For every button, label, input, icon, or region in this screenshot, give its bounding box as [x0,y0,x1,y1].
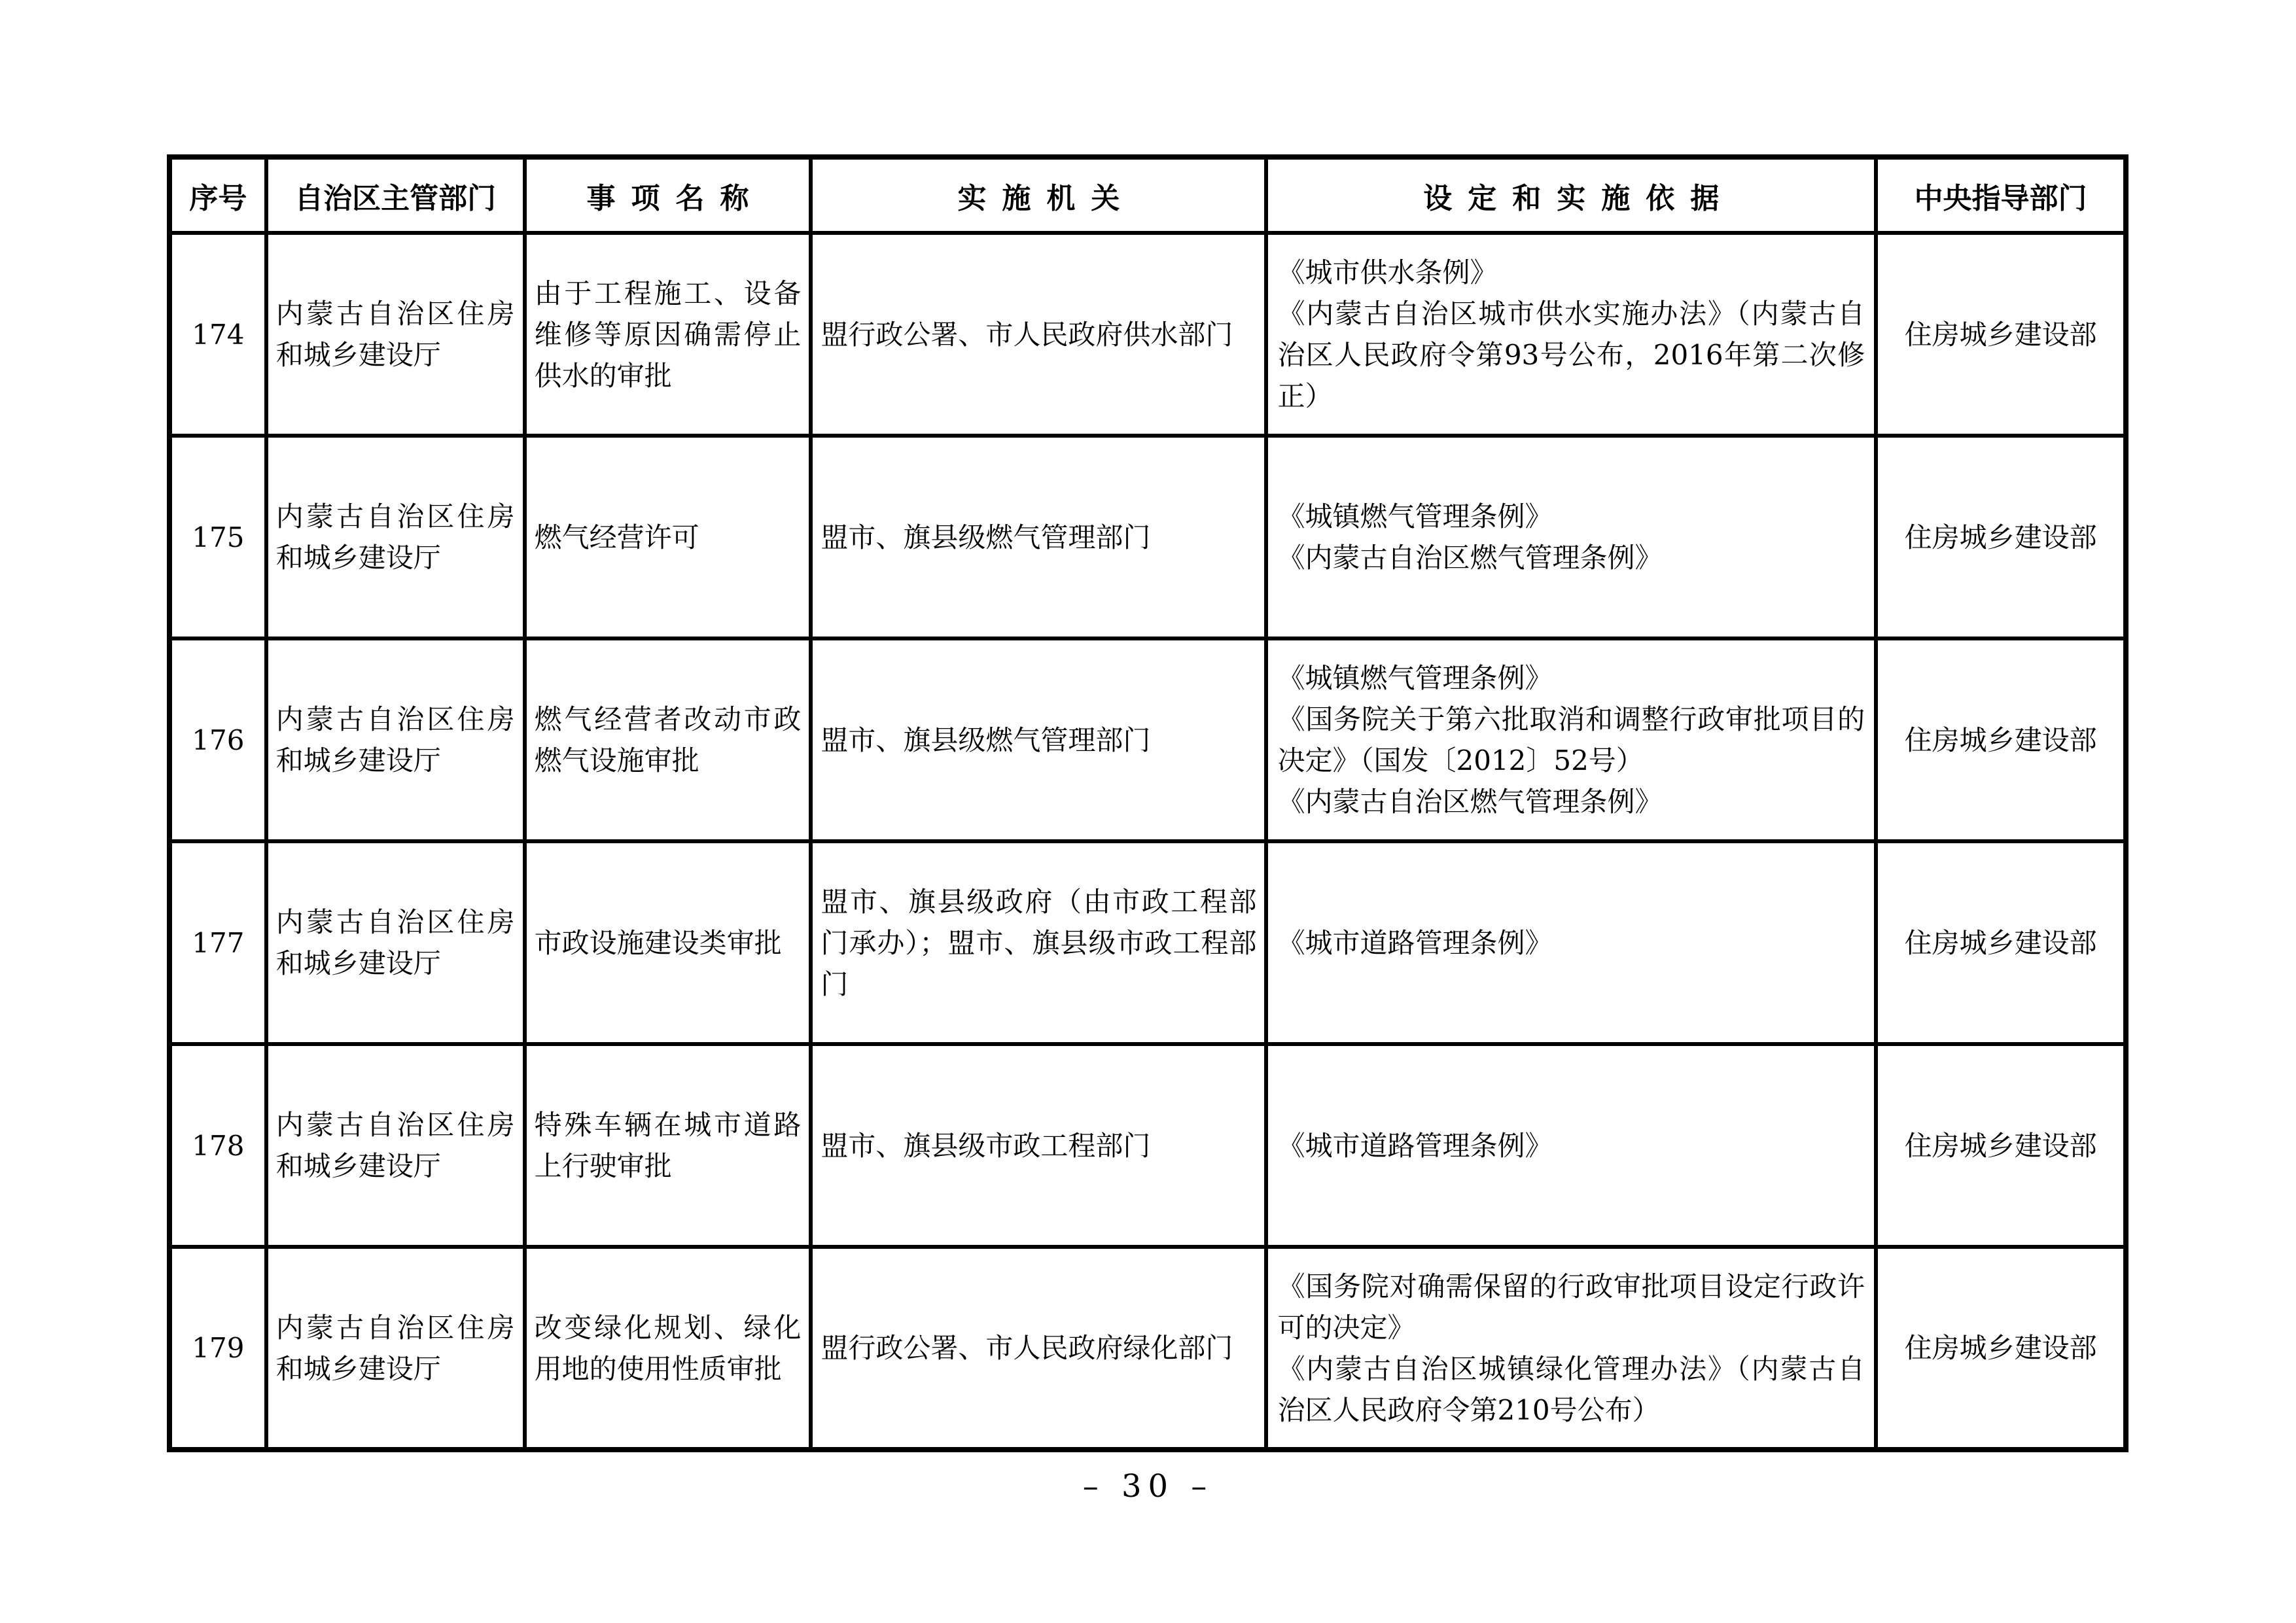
cell-central-department: 住房城乡建设部 [1876,638,2126,841]
cell-legal-basis [1266,841,1876,1044]
cell-region-department: 内蒙古自治区住房和城乡建设厅 [266,841,525,1044]
cell-central-department: 住房城乡建设部 [1876,1044,2126,1247]
cell-serial-number: 176 [169,638,266,841]
approval-items-table [167,154,2128,1452]
cell-central-department: 住房城乡建设部 [1876,233,2126,436]
cell-serial-number: 175 [169,436,266,638]
cell-implementing-agency: 盟市、旗县级燃气管理部门 [811,436,1266,638]
col-header-region-department: 自治区主管部门 [266,157,525,233]
col-header-implementing-agency: 实施机关 [811,157,1266,233]
legal-basis-entry: 《内蒙古自治区城镇绿化管理办法》（内蒙古自治区人民政府令第210号公布） [1277,1352,1865,1426]
legal-basis-entry: 《国务院对确需保留的行政审批项目设定行政许可的决定》 [1277,1270,1865,1344]
table-row [169,638,2126,841]
cell-central-department: 住房城乡建设部 [1876,436,2126,638]
table-row [169,841,2126,1044]
cell-region-department: 内蒙古自治区住房和城乡建设厅 [266,1044,525,1247]
cell-serial-number: 179 [169,1247,266,1450]
legal-basis-entry: 《城镇燃气管理条例》 [1277,662,1553,694]
cell-implementing-agency: 盟行政公署、市人民政府绿化部门 [811,1247,1266,1450]
cell-implementing-agency: 盟市、旗县级燃气管理部门 [811,638,1266,841]
cell-central-department: 住房城乡建设部 [1876,1247,2126,1450]
cell-item-name: 市政设施建设类审批 [525,841,811,1044]
page-number: – 30 – [1082,1468,1214,1505]
cell-region-department: 内蒙古自治区住房和城乡建设厅 [266,1247,525,1450]
legal-basis-entry: 《城镇燃气管理条例》 [1277,500,1553,532]
cell-legal-basis [1266,436,1876,638]
table-row [169,233,2126,436]
table-row [169,436,2126,638]
legal-basis-entry: 《内蒙古自治区燃气管理条例》 [1277,786,1663,818]
cell-legal-basis [1266,638,1876,841]
legal-basis-entry: 《城市道路管理条例》 [1277,1129,1553,1162]
col-header-item-name: 事项名称 [525,157,811,233]
cell-central-department: 住房城乡建设部 [1876,841,2126,1044]
cell-item-name: 由于工程施工、设备维修等原因确需停止供水的审批 [525,233,811,436]
cell-serial-number: 177 [169,841,266,1044]
legal-basis-entry: 《内蒙古自治区城市供水实施办法》（内蒙古自治区人民政府令第93号公布，2016年第二次修正） [1277,298,1865,412]
legal-basis-entry: 《城市供水条例》 [1277,256,1498,288]
cell-item-name: 燃气经营者改动市政燃气设施审批 [525,638,811,841]
table-header-row [169,157,2126,233]
cell-region-department: 内蒙古自治区住房和城乡建设厅 [266,233,525,436]
cell-legal-basis [1266,1044,1876,1247]
cell-serial-number: 174 [169,233,266,436]
cell-legal-basis [1266,233,1876,436]
cell-item-name: 燃气经营许可 [525,436,811,638]
cell-implementing-agency: 盟行政公署、市人民政府供水部门 [811,233,1266,436]
cell-item-name: 改变绿化规划、绿化用地的使用性质审批 [525,1247,811,1450]
legal-basis-entry: 《国务院关于第六批取消和调整行政审批项目的决定》（国发〔2012〕52号） [1277,703,1865,777]
legal-basis-entry: 《内蒙古自治区燃气管理条例》 [1277,542,1663,574]
col-header-serial-number: 序号 [169,157,266,233]
cell-item-name: 特殊车辆在城市道路上行驶审批 [525,1044,811,1247]
cell-implementing-agency: 盟市、旗县级政府（由市政工程部门承办）；盟市、旗县级市政工程部门 [811,841,1266,1044]
cell-region-department: 内蒙古自治区住房和城乡建设厅 [266,638,525,841]
cell-legal-basis [1266,1247,1876,1450]
cell-serial-number: 178 [169,1044,266,1247]
cell-implementing-agency: 盟市、旗县级市政工程部门 [811,1044,1266,1247]
legal-basis-entry: 《城市道路管理条例》 [1277,926,1553,959]
col-header-central-department: 中央指导部门 [1876,157,2126,233]
table-row [169,1247,2126,1450]
col-header-legal-basis: 设定和实施依据 [1266,157,1876,233]
table-row [169,1044,2126,1247]
cell-region-department: 内蒙古自治区住房和城乡建设厅 [266,436,525,638]
